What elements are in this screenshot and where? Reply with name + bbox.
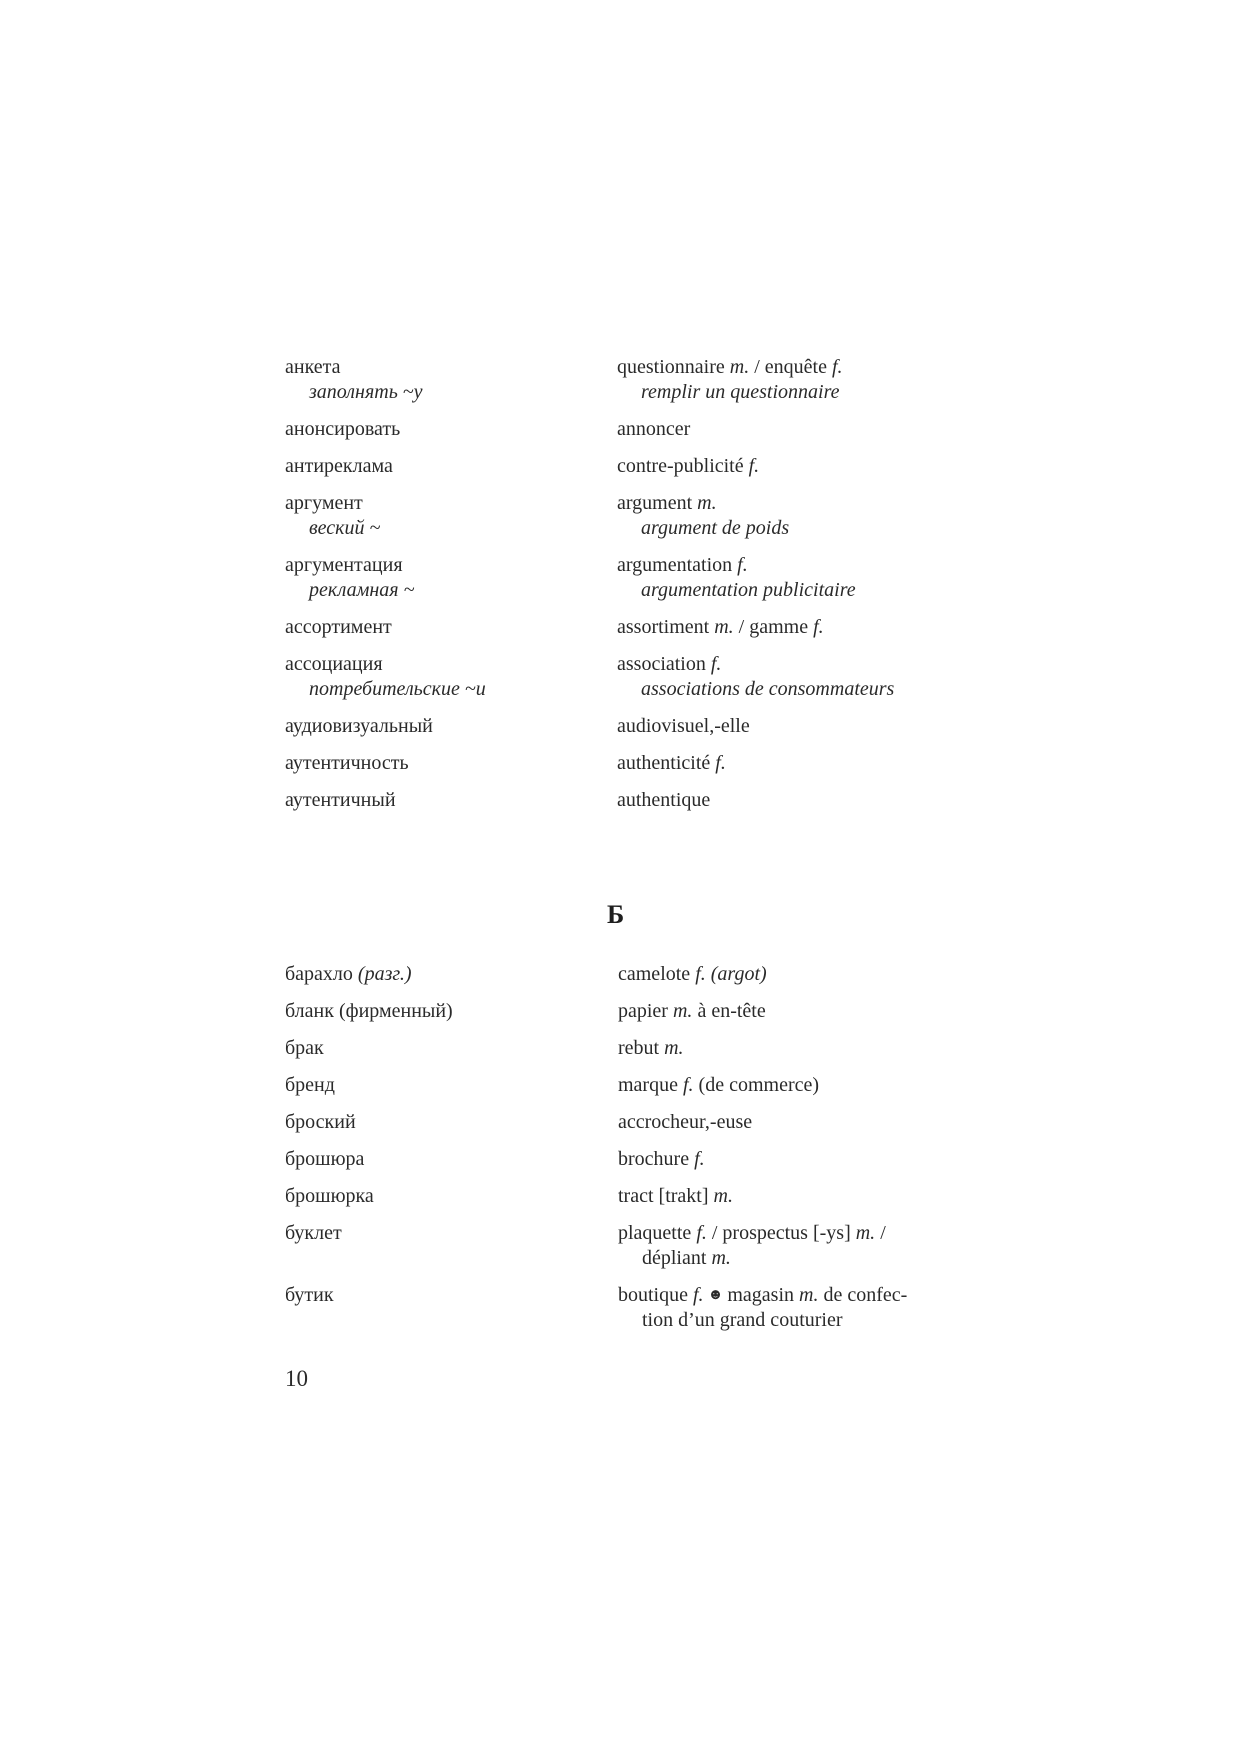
headword: аргументация — [285, 554, 403, 576]
example-ru: рекламная ~ — [309, 579, 415, 601]
headword: бланк (фирменный) — [285, 1000, 453, 1022]
translation: authentique — [617, 789, 711, 811]
entry-antireklama — [0, 454, 1240, 479]
entry-broshyurka — [0, 1184, 1240, 1209]
translation: annoncer — [617, 418, 691, 440]
entry-broskiy — [0, 1110, 1240, 1135]
headword: брошюрка — [285, 1185, 374, 1207]
entry-argumentatsiya — [0, 553, 1240, 603]
headword: брошюра — [285, 1148, 365, 1170]
entry-brend — [0, 1073, 1240, 1098]
entry-audiovizualnyy — [0, 714, 1240, 739]
translation: questionnaire m. / enquête f. — [617, 356, 843, 378]
translation: assortiment m. / gamme f. — [617, 616, 824, 638]
letter-heading: Б — [607, 900, 625, 929]
translation: rebut m. — [618, 1037, 684, 1059]
headword: ассортимент — [285, 616, 392, 638]
translation: audiovisuel,-elle — [617, 715, 750, 737]
entry-autentichnyy — [0, 788, 1240, 813]
entry-assotsiatsiya — [0, 652, 1240, 702]
headword: аутентичность — [285, 752, 409, 774]
translation: marque f. (de commerce) — [618, 1074, 820, 1096]
translation: authenticité f. — [617, 752, 726, 774]
entry-brak — [0, 1036, 1240, 1061]
entry-assortiment — [0, 615, 1240, 640]
example-fr: argument de poids — [641, 517, 790, 539]
translation: contre-publicité f. — [617, 455, 760, 477]
translation-continued: tion d’un grand couturier — [642, 1309, 843, 1331]
entry-anketa — [0, 355, 1240, 405]
translation: papier m. à en-tête — [618, 1000, 766, 1022]
example-fr: remplir un questionnaire — [641, 381, 840, 403]
entry-buklet — [0, 1221, 1240, 1271]
headword: бренд — [285, 1074, 335, 1096]
translation: brochure f. — [618, 1148, 705, 1170]
headword: анкета — [285, 356, 341, 378]
headword: антиреклама — [285, 455, 393, 477]
headword: аргумент — [285, 492, 363, 514]
headword: аудиовизуальный — [285, 715, 433, 737]
headword: аутентичный — [285, 789, 396, 811]
example-fr: argumentation publicitaire — [641, 579, 856, 601]
section-b — [0, 962, 1240, 1345]
entry-barakhlo — [0, 962, 1240, 987]
headword: бутик — [285, 1284, 334, 1306]
translation: argument m. — [617, 492, 717, 514]
headword: барахло (разг.) — [285, 963, 412, 985]
headword: ассоциация — [285, 653, 383, 675]
headword: брак — [285, 1037, 324, 1059]
translation: argumentation f. — [617, 554, 748, 576]
translation: plaquette f. / prospectus [-ys] m. / — [618, 1222, 886, 1244]
entry-butik — [0, 1283, 1240, 1333]
translation: boutique f. ☻ magasin m. de confec- — [618, 1284, 908, 1306]
section-a — [0, 355, 1240, 825]
translation: association f. — [617, 653, 722, 675]
translation: tract [trakt] m. — [618, 1185, 733, 1207]
translation: camelote f. (argot) — [618, 963, 767, 985]
translation-continued: dépliant m. — [642, 1247, 731, 1269]
bullet-icon: ☻ — [707, 1287, 724, 1303]
example-ru: заполнять ~у — [309, 381, 423, 403]
example-ru: потребительские ~и — [309, 678, 486, 700]
example-ru: веский ~ — [309, 517, 381, 539]
entry-anonsirovat — [0, 417, 1240, 442]
entry-broshyura — [0, 1147, 1240, 1172]
translation: accrocheur,-euse — [618, 1111, 753, 1133]
page-number: 10 — [285, 1366, 308, 1391]
headword: буклет — [285, 1222, 342, 1244]
entry-argument — [0, 491, 1240, 541]
entry-autentichnost — [0, 751, 1240, 776]
example-fr: associations de consommateurs — [641, 678, 895, 700]
entry-blank — [0, 999, 1240, 1024]
headword: броский — [285, 1111, 356, 1133]
headword: анонсировать — [285, 418, 401, 440]
